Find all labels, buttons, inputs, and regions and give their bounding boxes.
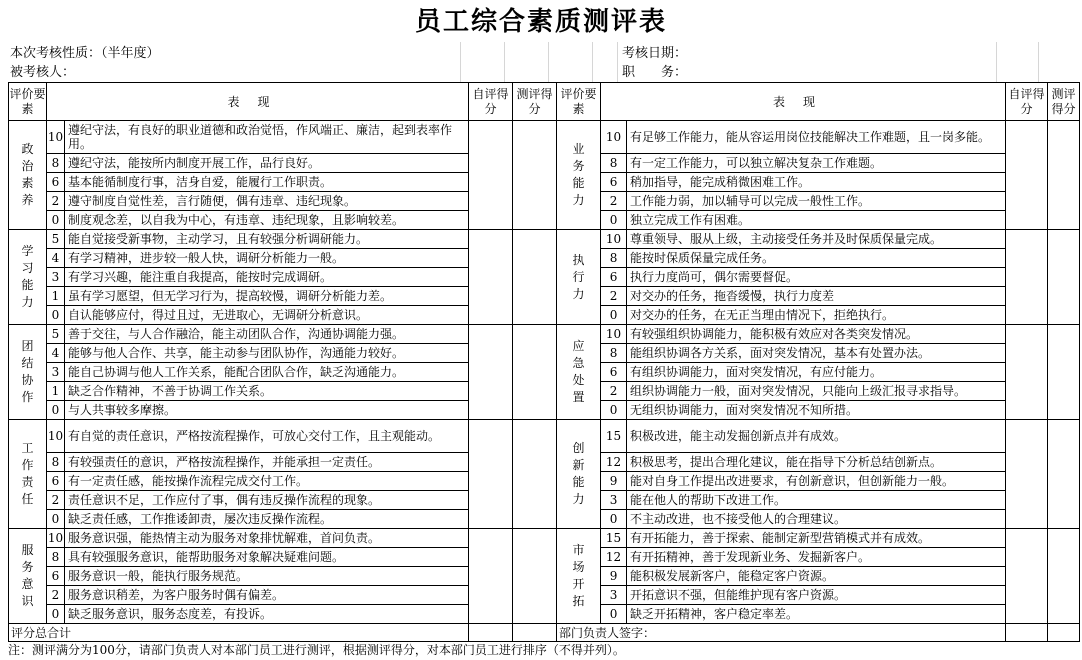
position-label: 职 务： (622, 65, 688, 80)
right-category-label: 业务能力 (572, 142, 585, 207)
left-row-score: 0 (47, 306, 65, 325)
left-category-4 (9, 529, 47, 624)
right-row-score: 2 (601, 382, 627, 401)
total-score-label: 评分总合计 (9, 624, 469, 642)
header-element-left: 评价要素 (9, 83, 47, 121)
left-self-score-cell[interactable] (469, 230, 513, 325)
left-row-score: 3 (47, 363, 65, 382)
header-element-right: 评价要素 (557, 83, 601, 121)
right-category-label: 市场开拓 (572, 543, 585, 608)
left-row-description: 具有较强服务意识，能帮助服务对象解决疑难问题。 (65, 548, 469, 567)
right-category-4 (557, 529, 601, 624)
right-row-description: 独立完成工作有困难。 (627, 211, 1006, 230)
left-eval-score-cell[interactable] (513, 230, 557, 325)
right-category-3 (557, 420, 601, 529)
left-category-label: 工作责任 (21, 441, 34, 506)
right-row-score: 10 (601, 121, 627, 154)
left-row-description: 有学习精神，进步较一般人快，调研分析能力一般。 (65, 249, 469, 268)
right-row-score: 10 (601, 325, 627, 344)
right-category-2 (557, 325, 601, 420)
right-row-description: 尊重领导、服从上级，主动接受任务并及时保质保量完成。 (627, 230, 1006, 249)
right-self-score-cell[interactable] (1006, 529, 1048, 624)
right-self-score-cell[interactable] (1006, 230, 1048, 325)
left-row-score: 0 (47, 401, 65, 420)
right-category-0 (557, 121, 601, 230)
left-row-description: 责任意识不足，工作应付了事，偶有违反操作流程的现象。 (65, 491, 469, 510)
right-self-score-cell[interactable] (1006, 325, 1048, 420)
right-row-score: 0 (601, 401, 627, 420)
left-eval-score-cell[interactable] (513, 420, 557, 529)
right-eval-score-cell[interactable] (1048, 420, 1080, 529)
right-eval-score-cell[interactable] (1048, 121, 1080, 230)
header-self-score-left: 自评得分 (469, 83, 513, 121)
right-category-1 (557, 230, 601, 325)
left-row-description: 有学习兴趣，能注重自我提高，能按时完成调研。 (65, 268, 469, 287)
right-eval-score-cell[interactable] (1048, 529, 1080, 624)
right-row-description: 开拓意识不强，但能维护现有客户资源。 (627, 586, 1006, 605)
left-category-0 (9, 121, 47, 230)
left-row-score: 8 (47, 154, 65, 173)
left-row-score: 0 (47, 510, 65, 529)
right-row-description: 有较强组织协调能力，能积极有效应对各类突发情况。 (627, 325, 1006, 344)
right-eval-score-cell[interactable] (1048, 230, 1080, 325)
left-row-score: 4 (47, 344, 65, 363)
right-row-description: 有开拓能力，善于探索、能制定新型营销模式并有成效。 (627, 529, 1006, 548)
left-row-score: 5 (47, 230, 65, 249)
left-row-score: 6 (47, 472, 65, 491)
signature-cell-2[interactable] (1048, 624, 1080, 642)
right-row-score: 8 (601, 249, 627, 268)
department-head-signature-label: 部门负责人签字： (557, 624, 1006, 642)
left-row-score: 4 (47, 249, 65, 268)
left-row-score: 0 (47, 605, 65, 624)
left-row-description: 基本能循制度行事，洁身自爱，能履行工作职责。 (65, 173, 469, 192)
right-row-description: 组织协调能力一般，面对突发情况，只能向上级汇报寻求指导。 (627, 382, 1006, 401)
left-row-description: 服务意识一般，能执行服务规范。 (65, 567, 469, 586)
right-row-score: 0 (601, 306, 627, 325)
left-row-score: 1 (47, 382, 65, 401)
header-performance-right: 表现 (601, 83, 1006, 121)
left-category-label: 团结协作 (21, 339, 34, 404)
evaluation-table (8, 82, 1080, 642)
right-row-description: 积极思考，提出合理化建议，能在指导下分析总结创新点。 (627, 453, 1006, 472)
left-category-1 (9, 230, 47, 325)
right-category-label: 执行力 (572, 252, 585, 301)
left-row-score: 0 (47, 211, 65, 230)
left-row-score: 3 (47, 268, 65, 287)
left-self-score-cell[interactable] (469, 121, 513, 230)
header-eval-score-left: 测评得分 (513, 83, 557, 121)
right-row-score: 6 (601, 268, 627, 287)
right-row-score: 3 (601, 491, 627, 510)
left-row-description: 制度观念差，以自我为中心，有违章、违纪现象，且影响较差。 (65, 211, 469, 230)
right-row-score: 2 (601, 287, 627, 306)
left-self-score-cell[interactable] (469, 529, 513, 624)
header-self-score-right: 自评得分 (1006, 83, 1048, 121)
left-row-description: 遵纪守法，能按所内制度开展工作，品行良好。 (65, 154, 469, 173)
right-row-score: 2 (601, 192, 627, 211)
left-row-description: 遵守制度自觉性差，言行随便，偶有违章、违纪现象。 (65, 192, 469, 211)
assessment-date-label: 考核日期： (622, 46, 688, 61)
right-row-score: 0 (601, 211, 627, 230)
left-row-description: 与人共事较多摩擦。 (65, 401, 469, 420)
left-row-score: 1 (47, 287, 65, 306)
right-row-description: 有开拓精神，善于发现新业务、发掘新客户。 (627, 548, 1006, 567)
right-row-description: 有一定工作能力，可以独立解决复杂工作难题。 (627, 154, 1006, 173)
left-row-score: 8 (47, 453, 65, 472)
right-row-description: 能组织协调各方关系，面对突发情况，基本有处置办法。 (627, 344, 1006, 363)
header-eval-score-right: 测评得分 (1048, 83, 1080, 121)
right-self-score-cell[interactable] (1006, 420, 1048, 529)
right-row-description: 缺乏开拓精神，客户稳定率差。 (627, 605, 1006, 624)
right-row-description: 积极改进，能主动发掘创新点并有成效。 (627, 420, 1006, 453)
right-row-description: 有足够工作能力，能从容运用岗位技能解决工作难题，且一岗多能。 (627, 121, 1006, 154)
left-row-score: 10 (47, 121, 65, 154)
right-row-score: 6 (601, 173, 627, 192)
left-row-score: 2 (47, 586, 65, 605)
right-eval-score-cell[interactable] (1048, 325, 1080, 420)
left-row-score: 8 (47, 548, 65, 567)
left-row-description: 遵纪守法，有良好的职业道德和政治觉悟，作风端正、廉洁，起到表率作用。 (65, 121, 469, 154)
right-row-score: 9 (601, 472, 627, 491)
left-row-description: 缺乏责任感，工作推诿卸责，屡次违反操作流程。 (65, 510, 469, 529)
left-eval-score-cell[interactable] (513, 121, 557, 230)
right-row-score: 15 (601, 420, 627, 453)
right-row-description: 能对自身工作提出改进要求，有创新意识，但创新能力一般。 (627, 472, 1006, 491)
right-category-label: 应急处置 (572, 339, 585, 404)
right-row-description: 不主动改进，也不接受他人的合理建议。 (627, 510, 1006, 529)
left-row-score: 10 (47, 420, 65, 453)
left-row-description: 缺乏合作精神，不善于协调工作关系。 (65, 382, 469, 401)
left-eval-score-cell[interactable] (513, 325, 557, 420)
right-row-score: 12 (601, 453, 627, 472)
footnote: 注：测评满分为100分，请部门负责人对本部门员工进行测评，根据测评得分，对本部门员工进行排序（不得并列）。 (8, 643, 625, 657)
left-row-score: 5 (47, 325, 65, 344)
left-row-description: 自认能够应付，得过且过，无进取心，无调研分析意识。 (65, 306, 469, 325)
total-eval-score-cell[interactable] (513, 624, 557, 642)
right-row-score: 6 (601, 363, 627, 382)
right-row-description: 对交办的任务，拖沓缓慢，执行力度差 (627, 287, 1006, 306)
left-row-description: 有一定责任感，能按操作流程完成交付工作。 (65, 472, 469, 491)
right-row-description: 能积极发展新客户，能稳定客户资源。 (627, 567, 1006, 586)
right-row-description: 对交办的任务，在无正当理由情况下，拒绝执行。 (627, 306, 1006, 325)
left-row-description: 缺乏服务意识，服务态度差，有投诉。 (65, 605, 469, 624)
left-category-label: 服务意识 (21, 543, 34, 608)
right-row-score: 8 (601, 344, 627, 363)
signature-cell-1[interactable] (1006, 624, 1048, 642)
left-row-description: 有自觉的责任意识，严格按流程操作，可放心交付工作，且主观能动。 (65, 420, 469, 453)
right-row-description: 工作能力弱，加以辅导可以完成一般性工作。 (627, 192, 1006, 211)
left-row-description: 服务意识稍差，为客户服务时偶有偏差。 (65, 586, 469, 605)
left-self-score-cell[interactable] (469, 420, 513, 529)
right-row-description: 无组织协调能力，面对突发情况不知所措。 (627, 401, 1006, 420)
right-category-label: 创新能力 (572, 441, 585, 506)
left-row-score: 2 (47, 192, 65, 211)
right-self-score-cell[interactable] (1006, 121, 1048, 230)
left-category-2 (9, 325, 47, 420)
left-row-score: 6 (47, 567, 65, 586)
left-row-score: 6 (47, 173, 65, 192)
right-row-description: 稍加指导，能完成稍微困难工作。 (627, 173, 1006, 192)
right-row-score: 10 (601, 230, 627, 249)
right-row-description: 执行力度尚可，偶尔需要督促。 (627, 268, 1006, 287)
left-row-description: 能够与他人合作、共享，能主动参与团队协作，沟通能力较好。 (65, 344, 469, 363)
left-category-label: 政治素养 (21, 142, 34, 207)
left-row-description: 能自觉接受新事物，主动学习，且有较强分析调研能力。 (65, 230, 469, 249)
right-row-description: 有组织协调能力，面对突发情况，有应付能力。 (627, 363, 1006, 382)
left-row-description: 善于交往，与人合作融洽，能主动团队合作，沟通协调能力强。 (65, 325, 469, 344)
right-row-score: 8 (601, 154, 627, 173)
right-row-score: 9 (601, 567, 627, 586)
right-row-score: 15 (601, 529, 627, 548)
left-eval-score-cell[interactable] (513, 529, 557, 624)
right-row-score: 0 (601, 510, 627, 529)
left-row-score: 10 (47, 529, 65, 548)
header-performance-left: 表现 (47, 83, 469, 121)
left-row-description: 虽有学习愿望，但无学习行为，提高较慢，调研分析能力差。 (65, 287, 469, 306)
left-row-description: 能自己协调与他人工作关系，能配合团队合作，缺乏沟通能力。 (65, 363, 469, 382)
right-row-description: 能按时保质保量完成任务。 (627, 249, 1006, 268)
form-title: 员工综合素质测评表 (414, 7, 667, 37)
assessee-label: 被考核人： (10, 65, 76, 80)
left-row-description: 服务意识强，能热情主动为服务对象排忧解难，首问负责。 (65, 529, 469, 548)
left-category-3 (9, 420, 47, 529)
left-row-score: 2 (47, 491, 65, 510)
left-row-description: 有较强责任的意识，严格按流程操作，并能承担一定责任。 (65, 453, 469, 472)
right-row-description: 能在他人的帮助下改进工作。 (627, 491, 1006, 510)
total-self-score-cell[interactable] (469, 624, 513, 642)
assessment-type-label: 本次考核性质：（半年度） (10, 46, 160, 61)
right-row-score: 12 (601, 548, 627, 567)
left-category-label: 学习能力 (21, 244, 34, 309)
right-row-score: 0 (601, 605, 627, 624)
left-self-score-cell[interactable] (469, 325, 513, 420)
right-row-score: 3 (601, 586, 627, 605)
